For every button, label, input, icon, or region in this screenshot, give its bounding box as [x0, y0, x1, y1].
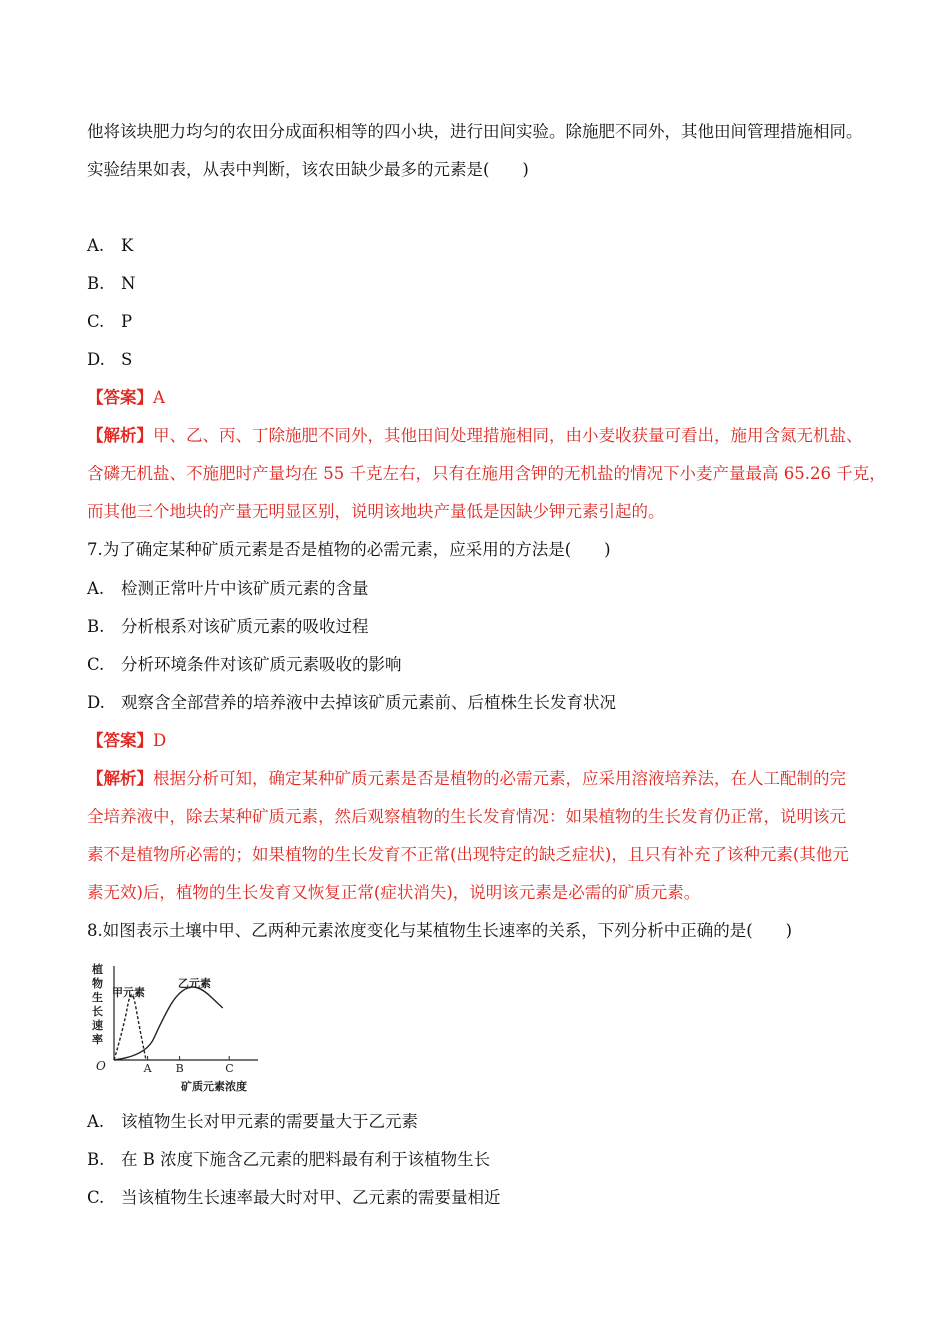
q6-analysis-line-2: 含磷无机盐、不施肥时产量均在 55 千克左右，只有在施用含钾的无机盐的情况下小麦产量最高 65.26 千克， — [87, 464, 886, 483]
q7-analysis-line-3: 素不是植物所必需的；如果植物的生长发育不正常(出现特定的缺乏症状)，且只有补充了该种元素(其他元 — [87, 845, 849, 864]
q8-option-b: B. 在 B 浓度下施含乙元素的肥料最有利于该植物生长 — [87, 1150, 491, 1169]
q7-option-c: C. 分析环境条件对该矿质元素吸收的影响 — [87, 655, 402, 674]
analysis-tag: 【解析】 — [87, 769, 153, 788]
chart-x-tick-label: C — [225, 1062, 234, 1075]
q7-option-b: B. 分析根系对该矿质元素的吸收过程 — [87, 617, 369, 636]
q8-option-a: A. 该植物生长对甲元素的需要量大于乙元素 — [87, 1112, 418, 1131]
chart-x-axis-label: 矿质元素浓度 — [181, 1080, 247, 1093]
q6-option-c: C. P — [87, 312, 133, 331]
chart-y-label-char: 物 — [92, 977, 103, 990]
series-jia-curve — [114, 995, 146, 1060]
q7-option-d: D. 观察含全部营养的培养液中去掉该矿质元素前、后植株生长发育状况 — [87, 693, 616, 712]
q7-analysis-line-4: 素无效)后，植物的生长发育又恢复正常(症状消失)，说明该元素是必需的矿质元素。 — [87, 883, 701, 902]
chart-y-label-char: 植 — [92, 963, 103, 976]
q6-analysis-line-3: 而其他三个地块的产量无明显区别，说明该地块产量低是因缺少钾元素引起的。 — [87, 502, 665, 521]
answer-tag: 【答案】 — [87, 388, 153, 407]
q8-stem: 8.如图表示土壤中甲、乙两种元素浓度变化与某植物生长速率的关系，下列分析中正确的是( ) — [87, 921, 793, 940]
q6-option-d: D. S — [87, 350, 133, 369]
chart-y-axis-label — [92, 962, 103, 1046]
answer-value: D — [153, 731, 167, 750]
chart-y-label-char: 生 — [92, 991, 103, 1004]
growth-rate-chart — [86, 960, 286, 1095]
chart-x-tick-label: B — [175, 1062, 184, 1075]
series-jia-label: 甲元素 — [112, 986, 145, 999]
chart-x-tick-label: A — [143, 1062, 152, 1075]
answer-tag: 【答案】 — [87, 731, 153, 750]
q6-answer — [87, 387, 165, 409]
chart-origin-label: O — [96, 1059, 106, 1073]
q7-answer — [87, 730, 166, 752]
chart-y-label-char: 长 — [92, 1005, 103, 1018]
q6-option-b: B. N — [87, 274, 136, 293]
q8-option-c: C. 当该植物生长速率最大时对甲、乙元素的需要量相近 — [87, 1188, 501, 1207]
q6-analysis-line-1: 【解析】甲、乙、丙、丁除施肥不同外，其他田间处理措施相同，由小麦收获量可看出，施用含氮无机盐、 — [87, 426, 863, 445]
series-yi-label: 乙元素 — [178, 977, 211, 990]
q6-option-a: A. K — [87, 236, 134, 255]
analysis-tag: 【解析】 — [87, 426, 153, 445]
q7-analysis-line-2: 全培养液中，除去某种矿质元素，然后观察植物的生长发育情况：如果植物的生长发育仍正常，说明该元 — [87, 807, 846, 826]
q7-stem: 7.为了确定某种矿质元素是否是植物的必需元素，应采用的方法是( ) — [87, 540, 611, 559]
answer-value: A — [153, 388, 165, 407]
chart-y-label-char: 率 — [92, 1033, 103, 1046]
q7-analysis-line-1: 【解析】根据分析可知，确定某种矿质元素是否是植物的必需元素，应采用溶液培养法，在人工配制的完 — [87, 769, 846, 788]
q7-option-a: A. 检测正常叶片中该矿质元素的含量 — [87, 579, 369, 598]
q6-stem-line-2: 实验结果如表，从表中判断，该农田缺少最多的元素是( ) — [87, 160, 529, 179]
chart-y-label-char: 速 — [92, 1019, 103, 1032]
q6-stem-line-1: 他将该块肥力均匀的农田分成面积相等的四小块，进行田间实验。除施肥不同外，其他田间管理措施相同。 — [87, 122, 863, 141]
